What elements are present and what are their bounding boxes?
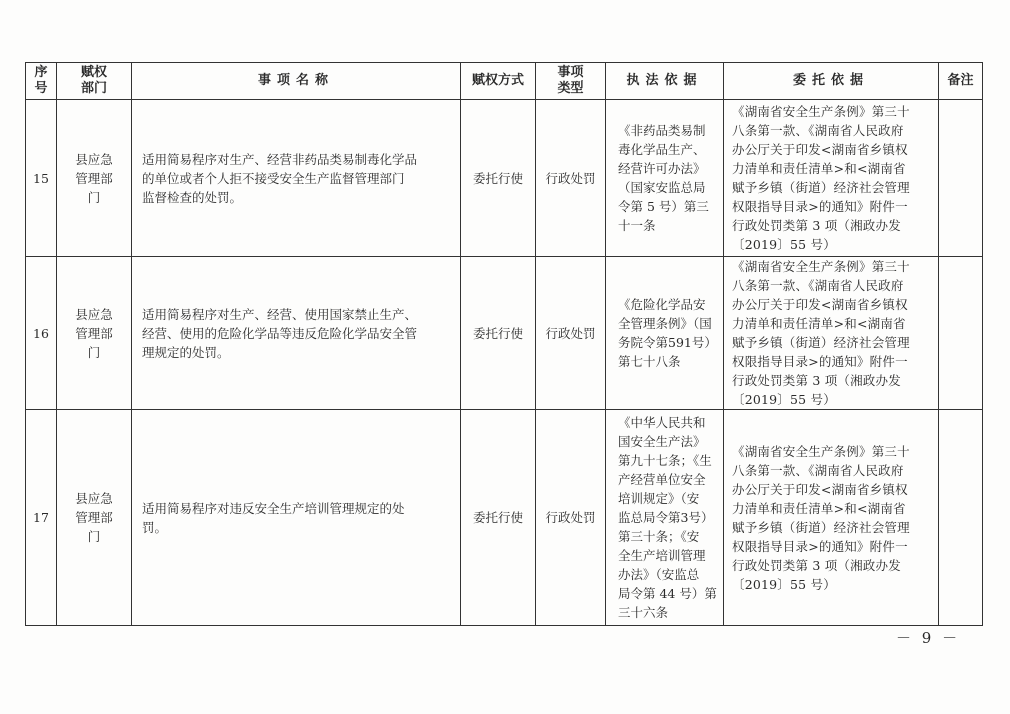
row-mode: 委托行使	[461, 410, 536, 626]
row-note	[939, 257, 983, 410]
table-row	[26, 257, 983, 410]
header-basis: 执法依据	[606, 63, 724, 100]
authorization-table	[25, 62, 983, 626]
row-type: 行政处罚	[536, 100, 606, 257]
table-header-row	[26, 63, 983, 100]
row-basis: 《非药品类易制 毒化学品生产、 经营许可办法》 （国家安监总局 令第 5 号）第三 十一条	[606, 100, 724, 257]
row-basis: 《危险化学品安 全管理条例》（国 务院令第591号） 第七十八条	[606, 257, 724, 410]
header-dept: 赋权部门	[57, 63, 132, 100]
table-row	[26, 100, 983, 257]
row-item-name: 适用简易程序对生产、经营非药品类易制毒化学品 的单位或者个人拒不接受安全生产监督管理部门 监督检查的处罚。	[132, 100, 461, 257]
header-note: 备注	[939, 63, 983, 100]
table-row	[26, 410, 983, 626]
row-dept: 县应急 管理部 门	[57, 100, 132, 257]
row-entrust: 《湖南省安全生产条例》第三十 八条第一款、《湖南省人民政府 办公厅关于印发<湖南省乡镇权 力清单和责任清单>和<湖南省 赋予乡镇（街道）经济社会管理 权限指导目录>的通知》附件一 行政处罚类第 3 项（湘政办发 〔2019〕55 号）	[724, 100, 939, 257]
row-seq: 15	[26, 100, 57, 257]
row-seq: 16	[26, 257, 57, 410]
header-mode: 赋权方式	[461, 63, 536, 100]
row-item-name: 适用简易程序对违反安全生产培训管理规定的处 罚。	[132, 410, 461, 626]
row-seq: 17	[26, 410, 57, 626]
row-note	[939, 410, 983, 626]
row-dept: 县应急 管理部 门	[57, 410, 132, 626]
header-type: 事项类型	[536, 63, 606, 100]
header-seq: 序号	[26, 63, 57, 100]
header-entrust: 委托依据	[724, 63, 939, 100]
row-mode: 委托行使	[461, 257, 536, 410]
page-number: － 9 －	[896, 629, 961, 647]
row-type: 行政处罚	[536, 257, 606, 410]
row-basis: 《中华人民共和 国安全生产法》 第九十七条；《生 产经营单位安全 培训规定》（安 监总局令第3号） 第三十条；《安 全生产培训管理 办法》（安监总 局令第 44 号）第 三十六条	[606, 410, 724, 626]
row-entrust: 《湖南省安全生产条例》第三十 八条第一款、《湖南省人民政府 办公厅关于印发<湖南省乡镇权 力清单和责任清单>和<湖南省 赋予乡镇（街道）经济社会管理 权限指导目录>的通知》附件一 行政处罚类第 3 项（湘政办发 〔2019〕55 号）	[724, 257, 939, 410]
row-note	[939, 100, 983, 257]
row-item-name: 适用简易程序对生产、经营、使用国家禁止生产、 经营、使用的危险化学品等违反危险化学品安全管 理规定的处罚。	[132, 257, 461, 410]
row-type: 行政处罚	[536, 410, 606, 626]
header-item-name: 事项名称	[132, 63, 461, 100]
row-dept: 县应急 管理部 门	[57, 257, 132, 410]
row-entrust: 《湖南省安全生产条例》第三十 八条第一款、《湖南省人民政府 办公厅关于印发<湖南省乡镇权 力清单和责任清单>和<湖南省 赋予乡镇（街道）经济社会管理 权限指导目录>的通知》附件一 行政处罚类第 3 项（湘政办发 〔2019〕55 号）	[724, 410, 939, 626]
row-mode: 委托行使	[461, 100, 536, 257]
